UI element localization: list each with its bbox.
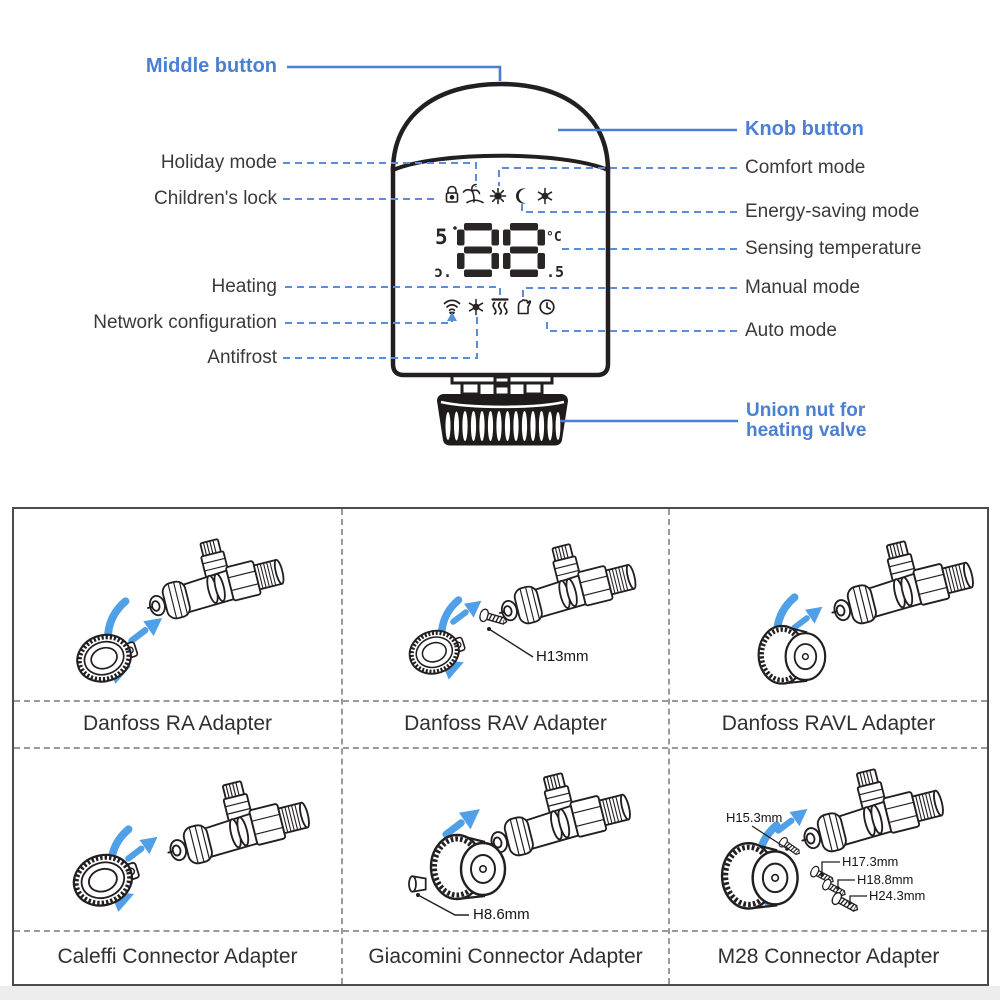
adapter-cell-danfoss-ravl bbox=[670, 509, 987, 700]
label-energy-saving-mode: Energy-saving mode bbox=[745, 201, 920, 222]
snowflake-icon bbox=[470, 300, 483, 315]
clock-icon bbox=[540, 300, 554, 314]
adapter-cell-giacomini bbox=[343, 749, 668, 930]
snowflake-icon bbox=[539, 189, 552, 204]
label-middle-button: Middle button bbox=[145, 55, 277, 77]
callout-line-auto bbox=[547, 317, 737, 331]
label-union-nut bbox=[746, 401, 866, 441]
adapter-panel bbox=[12, 507, 989, 986]
lock-icon bbox=[447, 187, 458, 203]
caption-text: Danfoss RAV Adapter bbox=[404, 711, 607, 735]
callout-line-manual bbox=[523, 288, 737, 297]
bottom-crop-strip bbox=[0, 986, 1000, 1000]
caption-text: Danfoss RAVL Adapter bbox=[721, 711, 936, 735]
label-sensing-temperature: Sensing temperature bbox=[745, 238, 922, 259]
holiday-icon bbox=[464, 185, 484, 203]
m28-illustration bbox=[670, 749, 987, 930]
lcd-setpoint-digit: 5 bbox=[435, 225, 448, 249]
danfoss-ra-illustration bbox=[14, 509, 341, 700]
caleffi-illustration bbox=[14, 749, 341, 930]
callout-line-energy bbox=[522, 203, 737, 212]
hand-icon bbox=[519, 300, 531, 314]
label-knob-button: Knob button bbox=[745, 118, 864, 140]
dimension-label: H13mm bbox=[536, 648, 589, 665]
adapter-caption bbox=[670, 702, 987, 745]
dimension-label: H15.3mm bbox=[726, 810, 783, 825]
caption-text: M28 Connector Adapter bbox=[717, 945, 940, 968]
network-arrowhead bbox=[447, 312, 457, 321]
sun-icon bbox=[491, 189, 506, 204]
lcd-main-digits bbox=[457, 223, 545, 277]
callout-line-middle-button bbox=[287, 67, 500, 81]
adapter-caption bbox=[14, 932, 341, 982]
lcd-unit: °C bbox=[546, 230, 562, 245]
giacomini-illustration bbox=[343, 749, 668, 930]
label-childrens-lock: Children's lock bbox=[154, 188, 277, 209]
adapter-caption bbox=[343, 702, 668, 745]
callout-line-comfort bbox=[499, 168, 737, 186]
union-nut bbox=[437, 394, 568, 446]
label-heating: Heating bbox=[211, 276, 277, 297]
dimension-label: H17.3mm bbox=[842, 854, 899, 869]
moon-icon bbox=[516, 188, 526, 203]
adapter-cell-danfoss-rav bbox=[343, 509, 668, 700]
caption-text: Caleffi Connector Adapter bbox=[57, 945, 298, 968]
adapter-caption bbox=[670, 932, 987, 982]
label-comfort-mode: Comfort mode bbox=[745, 157, 866, 178]
callout-line-holiday bbox=[283, 163, 476, 187]
label-network-configuration: Network configuration bbox=[93, 312, 277, 333]
adapter-cell-m28 bbox=[670, 749, 987, 930]
dimension-label: H18.8mm bbox=[857, 872, 914, 887]
mounting-collar bbox=[452, 377, 552, 395]
heating-icon bbox=[493, 300, 508, 315]
label-manual-mode: Manual mode bbox=[745, 277, 861, 298]
label-holiday-mode: Holiday mode bbox=[160, 152, 277, 173]
label-antifrost: Antifrost bbox=[207, 347, 277, 368]
callout-line-network bbox=[285, 319, 452, 323]
danfoss-rav-illustration bbox=[343, 509, 668, 700]
dimension-label: H8.6mm bbox=[473, 906, 530, 923]
lcd-bottom-left-segment: ɔ. bbox=[434, 263, 453, 281]
adapter-caption bbox=[14, 702, 341, 745]
danfoss-ravl-illustration bbox=[670, 509, 987, 700]
lcd-bottom-right-segment: .5 bbox=[546, 263, 565, 281]
label-union-nut-line1: Union nut for bbox=[746, 400, 866, 421]
label-auto-mode: Auto mode bbox=[745, 320, 837, 341]
caption-text: Giacomini Connector Adapter bbox=[368, 945, 643, 968]
lcd-degree-dot bbox=[453, 226, 457, 230]
label-union-nut-line2: heating valve bbox=[746, 420, 867, 441]
adapter-cell-danfoss-ra bbox=[14, 509, 341, 700]
dimension-label: H24.3mm bbox=[869, 888, 926, 903]
adapter-caption bbox=[343, 932, 668, 982]
adapter-cell-caleffi bbox=[14, 749, 341, 930]
caption-text: Danfoss RA Adapter bbox=[82, 711, 273, 735]
